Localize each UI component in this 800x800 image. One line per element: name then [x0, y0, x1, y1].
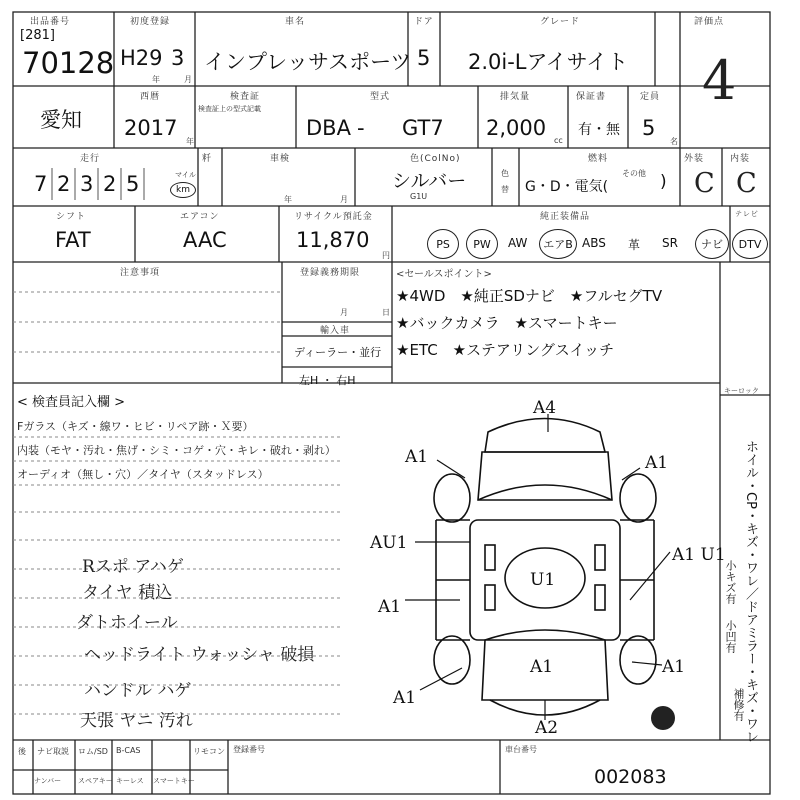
model-code: GT7 — [402, 116, 444, 140]
first-reg-label: 初度登録 — [130, 17, 171, 27]
history-label: 注意事項 — [120, 268, 161, 278]
sales-points-label: <セールスポイント> — [396, 269, 492, 280]
mileage-digit-3: 3 — [80, 172, 94, 196]
key-lock-label: キーロック — [724, 387, 759, 395]
footer-cell-8: キーレス — [116, 777, 144, 785]
displacement-unit: cc — [554, 136, 563, 145]
equip-dtv: DTV — [732, 229, 768, 259]
diag-a1u1: A1 U1 — [672, 545, 726, 565]
handwritten-note-6: 天張 ヤニ 汚れ — [80, 711, 193, 731]
handwritten-note-4: ヘッドライト ウォッシャ 破損 — [84, 645, 315, 665]
model-prefix: DBA — [306, 116, 351, 140]
color-label: 色(ColNo) — [410, 154, 461, 164]
shaken-year: 年 — [284, 195, 292, 204]
mileage-unit-km: km — [170, 182, 196, 198]
mileage-digit-4: 2 — [103, 172, 117, 196]
footer-cell-9: スマートキー — [153, 777, 195, 785]
import-value: ディーラー・並行 — [294, 346, 382, 359]
lot-sub: [281] — [20, 28, 55, 43]
equip-ps: PS — [427, 229, 459, 259]
color-code: G1U — [410, 192, 428, 201]
shift: FAT — [55, 228, 91, 252]
diag-u1: U1 — [530, 570, 556, 590]
inspector-glass: Fガラス（キズ・線ワ・ヒビ・リペア跡・Ｘ要） — [17, 420, 254, 433]
capacity: 5 — [642, 116, 656, 140]
exterior: C — [694, 168, 715, 199]
mileage-digit-1: 7 — [34, 172, 48, 196]
diag-a1-rl: A1 — [393, 688, 417, 708]
footer-cell-6: ナンバー — [34, 777, 62, 785]
first-reg-month-suffix: 月 — [184, 75, 192, 84]
km-prefix: 粁 — [202, 154, 213, 164]
shift-label: シフト — [56, 212, 87, 222]
side-legend-4: 補修有 — [732, 688, 745, 721]
handwritten-note-2: タイヤ 積込 — [82, 583, 173, 603]
diag-a1-rear: A1 — [530, 657, 554, 677]
handwritten-note-1: Rスポ アハゲ — [82, 557, 184, 577]
first-reg-year-suffix: 年 — [152, 75, 160, 84]
recycle-deposit-label: リサイクル預託金 — [294, 212, 373, 222]
doors: 5 — [417, 46, 431, 70]
inspector-title: < 検査員記入欄 > — [17, 395, 126, 410]
side-legend-2: 小キズ有 — [724, 560, 737, 604]
door-label: ドア — [414, 17, 434, 27]
interior: C — [736, 168, 757, 199]
fuel-close: ) — [660, 172, 667, 192]
car-name: インプレッサスポーツ — [204, 50, 412, 74]
diag-a1-fl: A1 — [405, 447, 429, 467]
tv-label: テレビ — [735, 210, 759, 218]
sales-point-1: ★4WD ★純正SDナビ ★フルセグTV — [396, 287, 663, 305]
footer-cell-2: ナビ取説 — [37, 747, 69, 756]
model-label: 型式 — [370, 92, 391, 102]
color-change-2: 替 — [501, 185, 509, 194]
warranty-month: 月 — [340, 308, 348, 317]
score: 4 — [702, 49, 737, 112]
equip-navi: ナビ — [695, 229, 729, 259]
equipment-label: 純正装備品 — [540, 212, 591, 222]
inspector-interior: 内装（モヤ・汚れ・焦げ・シミ・コゲ・穴・キレ・破れ・剥れ） — [17, 444, 336, 457]
car-name-label: 車名 — [285, 17, 306, 27]
exterior-label: 外装 — [684, 154, 705, 164]
recycle-value: 有・無 — [578, 122, 620, 138]
equip-leather: 革 — [628, 238, 641, 252]
steering: 左H ・ 右H — [299, 374, 356, 387]
diag-a2: A2 — [535, 718, 559, 738]
import-label: 輸入車 — [320, 326, 351, 336]
chassis-number: 002083 — [594, 766, 667, 788]
mileage-digit-5: 5 — [126, 172, 140, 196]
recycle-deposit: 11,870 — [296, 228, 370, 252]
displacement: 2,000 — [486, 116, 547, 140]
first-reg-month: 3 — [171, 46, 185, 70]
lot-label: 出品番号 — [30, 17, 71, 27]
side-legend-1: ホイル・CP・キズ・ワレ／ドアミラー・キズ・ワレ — [743, 440, 758, 743]
inspection-label: 検査証 — [230, 92, 261, 102]
grade: 2.0i-Lアイサイト — [468, 50, 629, 74]
diag-au1: AU1 — [370, 533, 408, 553]
equip-pw: PW — [466, 229, 498, 259]
warranty-label: 登録義務期限 — [300, 268, 361, 278]
mileage-unit-mile: マイル — [175, 171, 196, 179]
capacity-unit: 名 — [670, 137, 678, 146]
region: 愛知 — [40, 108, 82, 132]
grade-label: グレード — [540, 17, 581, 27]
equip-sr: SR — [662, 236, 678, 250]
first-reg-era: H29 — [120, 46, 163, 70]
sales-point-2: ★バックカメラ ★スマートキー — [396, 314, 618, 332]
inspection-sub: 検査証上の型式記載 — [198, 105, 261, 113]
fuel-label: 燃料 — [588, 154, 609, 164]
chassis-label: 車台番号 — [505, 745, 537, 754]
equip-airbag: エアB — [539, 229, 577, 259]
model-dash: - — [357, 116, 365, 140]
footer-cell-7: スペアキー — [78, 777, 113, 785]
diag-a1-rr: A1 — [662, 657, 686, 677]
footer-cell-1: 後 — [18, 747, 26, 756]
footer-cell-4: B-CAS — [116, 746, 141, 755]
year-suffix: 年 — [186, 137, 194, 146]
aircon-label: エアコン — [180, 212, 220, 222]
year: 2017 — [124, 116, 178, 140]
diag-a4: A4 — [533, 398, 557, 418]
footer-cell-3: ロム/SD — [78, 747, 108, 756]
diag-a1-fr: A1 — [645, 453, 669, 473]
color: シルバー — [392, 170, 467, 192]
equip-aw: AW — [508, 236, 528, 250]
mileage-label: 走行 — [80, 154, 101, 164]
reg-number-label: 登録番号 — [233, 745, 265, 754]
handwritten-note-3: ダトホイール — [76, 613, 178, 633]
color-change-1: 色 — [501, 169, 509, 178]
year-label: 西暦 — [140, 92, 161, 102]
shaken-label: 車検 — [270, 154, 291, 164]
footer-cell-5: リモコン — [193, 747, 225, 756]
recycle-unit: 円 — [382, 251, 390, 260]
warranty-day: 日 — [382, 308, 390, 317]
recycle-label: 保証書 — [576, 92, 607, 102]
equip-abs: ABS — [582, 236, 606, 250]
shaken-month: 月 — [340, 195, 348, 204]
side-legend-3: 小凹有 — [724, 620, 737, 653]
fuel-other: その他 — [622, 169, 646, 178]
fuel-options: G・D・電気( — [525, 179, 609, 195]
score-label: 評価点 — [694, 17, 725, 27]
displacement-label: 排気量 — [500, 92, 531, 102]
lot-number: 70128 — [22, 46, 115, 80]
interior-label: 内装 — [730, 154, 751, 164]
aircon: AAC — [183, 228, 227, 252]
capacity-label: 定員 — [640, 92, 661, 102]
mileage-digit-2: 2 — [57, 172, 71, 196]
inspector-audio-tire: オーディオ（無し・穴）／タイヤ（スタッドレス） — [17, 468, 269, 481]
diag-a1-l: A1 — [378, 597, 402, 617]
sales-point-3: ★ETC ★ステアリングスイッチ — [396, 341, 615, 359]
handwritten-note-5: ハンドル ハゲ — [84, 681, 192, 701]
